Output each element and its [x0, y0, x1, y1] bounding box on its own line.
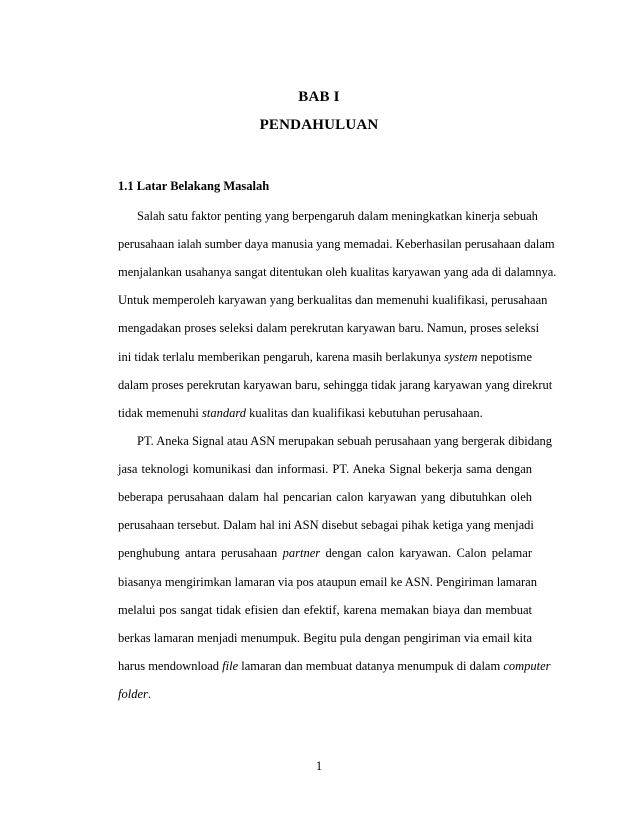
italic-term: standard: [202, 406, 247, 420]
italic-term: partner: [282, 546, 321, 560]
paragraph-line: beberapa perusahaan dalam hal pencarian calon karyawan yang dibutuhkan oleh: [118, 490, 532, 504]
paragraph-line: PT. Aneka Signal atau ASN merupakan sebuah perusahaan yang bergerak dibidang: [137, 434, 553, 448]
paragraph-line: penghubung antara perusahaan partner dengan calon karyawan. Calon pelamar: [118, 546, 532, 560]
italic-term: file: [222, 659, 239, 673]
paragraph-line: harus mendownload file lamaran dan membuat datanya menumpuk di dalam computer: [118, 659, 551, 673]
paragraph-line: berkas lamaran menjadi menumpuk. Begitu pula dengan pengiriman via email kita: [118, 631, 532, 645]
paragraph-line: folder.: [118, 687, 151, 701]
paragraph-line: ini tidak terlalu memberikan pengaruh, karena masih berlakunya system nepotisme: [118, 350, 532, 364]
paragraph-line: Salah satu faktor penting yang berpengaruh dalam meningkatkan kinerja sebuah: [137, 209, 538, 223]
italic-term: system: [444, 350, 478, 364]
paragraph-line: biasanya mengirimkan lamaran via pos ataupun email ke ASN. Pengiriman lamaran: [118, 575, 537, 589]
paragraph-line: menjalankan usahanya sangat ditentukan oleh kualitas karyawan yang ada di dalamnya.: [118, 265, 557, 279]
page-number: 1: [315, 759, 323, 773]
italic-term: folder: [118, 687, 148, 701]
section-heading: 1.1 Latar Belakang Masalah: [118, 179, 270, 193]
paragraph-line: mengadakan proses seleksi dalam perekrutan karyawan baru. Namun, proses seleksi: [118, 321, 540, 335]
paragraph-line: tidak memenuhi standard kualitas dan kualifikasi kebutuhan perusahaan.: [118, 406, 483, 420]
paragraph-line: Untuk memperoleh karyawan yang berkualitas dan memenuhi kualifikasi, perusahaan: [118, 293, 548, 307]
paragraph-line: melalui pos sangat tidak efisien dan efektif, karena memakan biaya dan membuat: [118, 603, 532, 617]
paragraph-line: perusahaan tersebut. Dalam hal ini ASN disebut sebagai pihak ketiga yang menjadi: [118, 518, 534, 532]
paragraph-line: jasa teknologi komunikasi dan informasi. PT. Aneka Signal bekerja sama dengan: [118, 462, 532, 476]
paragraph-line: dalam proses perekrutan karyawan baru, sehingga tidak jarang karyawan yang direkrut: [118, 378, 553, 392]
chapter-title: PENDAHULUAN: [259, 117, 379, 133]
italic-term: computer: [503, 659, 551, 673]
paragraph-line: perusahaan ialah sumber daya manusia yang memadai. Keberhasilan perusahaan dalam: [118, 237, 555, 251]
chapter-number: BAB I: [298, 89, 340, 105]
